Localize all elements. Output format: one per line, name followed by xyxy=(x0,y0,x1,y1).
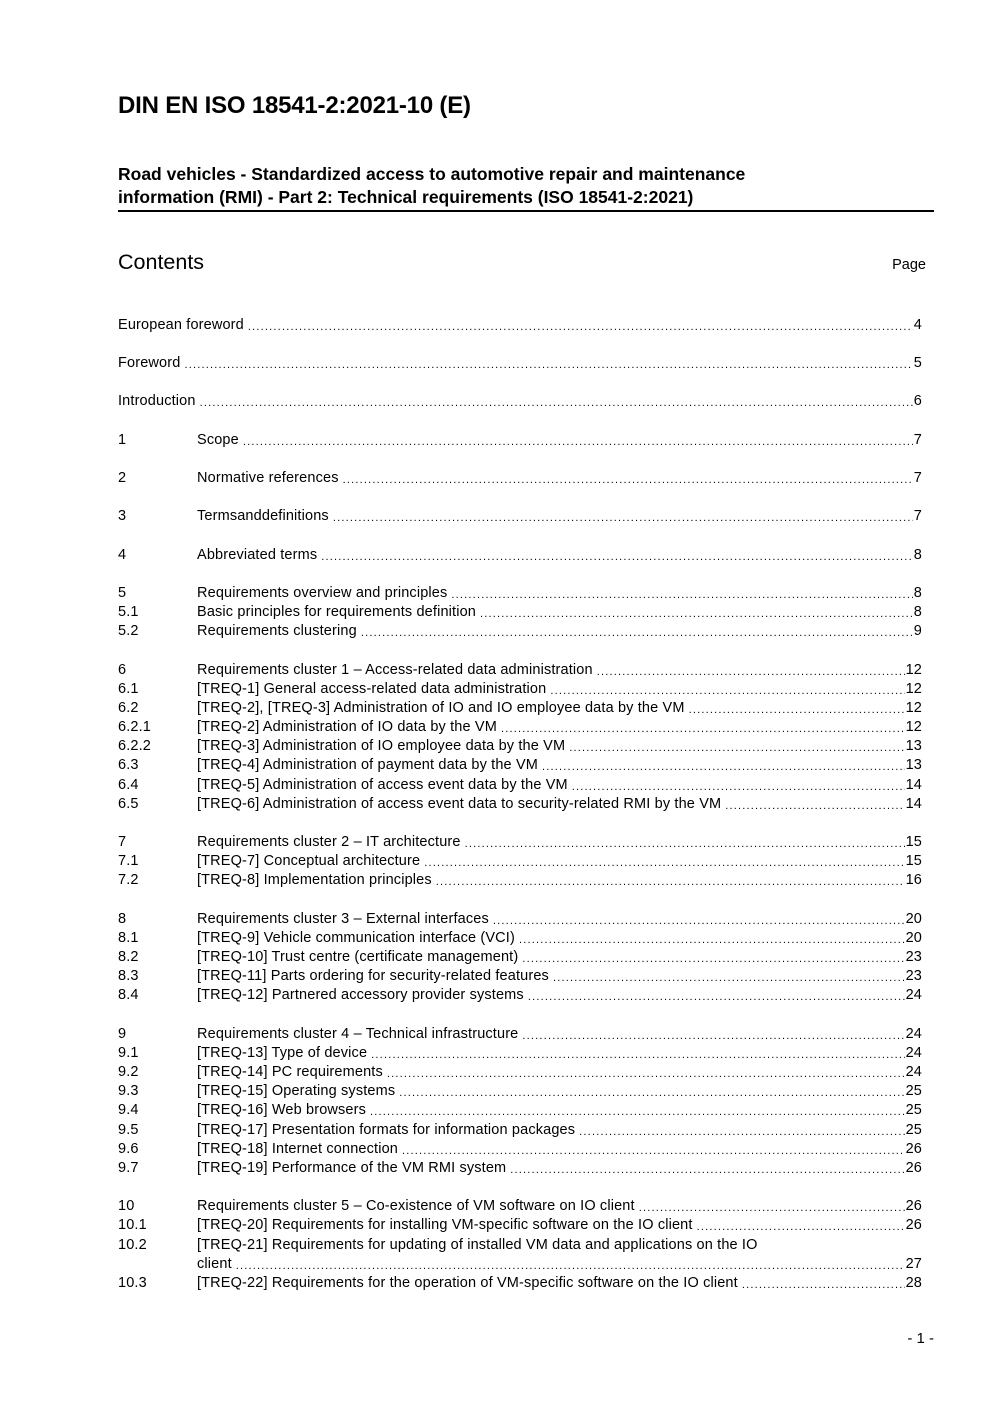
toc-entry-number: 4 xyxy=(118,547,127,563)
toc-dot-leader xyxy=(522,952,904,967)
toc-dot-leader xyxy=(361,626,913,641)
toc-entry-title: Scope xyxy=(197,432,239,448)
toc-entry-number: 9.1 xyxy=(118,1045,139,1061)
toc-entry-title: Requirements cluster 3 – External interfaces xyxy=(197,911,489,927)
toc-entry-page: 6 xyxy=(913,393,922,409)
toc-entry-line xyxy=(197,507,922,526)
contents-heading: Contents xyxy=(118,250,205,274)
toc-entry-line xyxy=(197,1025,922,1044)
toc-entry xyxy=(118,469,922,488)
toc-entry-title: Requirements cluster 4 – Technical infrastructure xyxy=(197,1026,519,1042)
toc-entry-page: 23 xyxy=(905,968,922,984)
toc-entry-line xyxy=(197,1063,922,1082)
toc-entry xyxy=(118,1101,922,1120)
toc-dot-leader xyxy=(572,780,905,795)
toc-entry xyxy=(118,1082,922,1101)
toc-entry-page: 25 xyxy=(905,1083,922,1099)
toc-entry xyxy=(118,392,922,411)
toc-entry xyxy=(118,967,922,986)
toc-entry-line xyxy=(197,1255,922,1274)
toc-dot-leader xyxy=(184,358,912,373)
toc-entry-line xyxy=(197,910,922,929)
toc-dot-leader xyxy=(697,1220,905,1235)
toc-entry-line xyxy=(197,1216,922,1235)
toc-entry-page: 20 xyxy=(905,911,922,927)
toc-entry-number: 9.3 xyxy=(118,1083,139,1099)
toc-entry-line xyxy=(197,795,922,814)
toc-entry-number: 5 xyxy=(118,585,127,601)
toc-entry-page: 24 xyxy=(905,1026,922,1042)
toc-entry-line xyxy=(197,1159,922,1178)
toc-dot-leader xyxy=(370,1105,905,1120)
toc-entry xyxy=(118,948,922,967)
toc-entry-number: 7.1 xyxy=(118,853,139,869)
toc-dot-leader xyxy=(480,607,913,622)
toc-dot-leader xyxy=(501,722,905,737)
toc-dot-leader xyxy=(424,856,904,871)
toc-entry xyxy=(118,699,922,718)
toc-entry xyxy=(118,1159,922,1178)
toc-entry xyxy=(118,1197,922,1216)
toc-entry-page: 12 xyxy=(905,681,922,697)
toc-entry-title: Requirements cluster 5 – Co-existence of VM software on IO client xyxy=(197,1198,635,1214)
toc-entry-number: 8.1 xyxy=(118,930,139,946)
toc-entry-page: 26 xyxy=(905,1141,922,1157)
toc-entry-page: 7 xyxy=(913,470,922,486)
toc-entry-line xyxy=(197,871,922,890)
toc-entry xyxy=(118,431,922,450)
toc-entry xyxy=(118,718,922,737)
toc-dot-leader xyxy=(321,550,913,565)
toc-entry-page: 27 xyxy=(905,1256,922,1272)
toc-entry-title: [TREQ-10] Trust centre (certificate management) xyxy=(197,949,519,965)
toc-dot-leader xyxy=(493,914,905,929)
toc-entry-number: 1 xyxy=(118,432,127,448)
toc-entry-title: [TREQ-9] Vehicle communication interface (VCI) xyxy=(197,930,515,946)
toc-entry-title: [TREQ-18] Internet connection xyxy=(197,1141,399,1157)
toc-entry xyxy=(118,1236,922,1276)
toc-entry-number: 6.5 xyxy=(118,796,139,812)
toc-dot-leader xyxy=(333,511,913,526)
toc-entry-page: 14 xyxy=(905,777,922,793)
toc-dot-leader xyxy=(689,703,905,718)
toc-entry-page: 24 xyxy=(905,1045,922,1061)
toc-entry-title: [TREQ-14] PC requirements xyxy=(197,1064,383,1080)
toc-entry-line xyxy=(197,948,922,967)
toc-entry-title: [TREQ-2], [TREQ-3] Administration of IO and IO employee data by the VM xyxy=(197,700,685,716)
toc-entry xyxy=(118,756,922,775)
toc-entry-title: [TREQ-3] Administration of IO employee data by the VM xyxy=(197,738,566,754)
toc-entry-line xyxy=(118,354,922,373)
toc-entry-title: Foreword xyxy=(118,355,181,371)
subtitle-line-2: information (RMI) - Part 2: Technical requirements (ISO 18541-2:2021) xyxy=(118,187,694,207)
toc-dot-leader xyxy=(371,1048,904,1063)
toc-entry-title: [TREQ-13] Type of device xyxy=(197,1045,368,1061)
toc-entry xyxy=(118,852,922,871)
toc-entry-number: 9.6 xyxy=(118,1141,139,1157)
document-title: DIN EN ISO 18541-2:2021-10 (E) xyxy=(118,92,471,119)
toc-entry-number: 7 xyxy=(118,834,127,850)
toc-entry-title: [TREQ-12] Partnered accessory provider systems xyxy=(197,987,524,1003)
toc-dot-leader xyxy=(510,1163,904,1178)
toc-entry xyxy=(118,603,922,622)
toc-dot-leader xyxy=(200,396,913,411)
toc-entry-title: [TREQ-16] Web browsers xyxy=(197,1102,367,1118)
toc-entry xyxy=(118,795,922,814)
toc-entry-title: [TREQ-4] Administration of payment data by the VM xyxy=(197,757,538,773)
toc-entry-number: 8.3 xyxy=(118,968,139,984)
toc-entry-title: [TREQ-7] Conceptual architecture xyxy=(197,853,421,869)
toc-entry xyxy=(118,622,922,641)
toc-entry xyxy=(118,1063,922,1082)
toc-entry-line xyxy=(197,756,922,775)
toc-entry-page: 4 xyxy=(913,317,922,333)
toc-entry-number: 6.3 xyxy=(118,757,139,773)
toc-entry-number: 6.2.2 xyxy=(118,738,151,754)
toc-entry xyxy=(118,680,922,699)
toc-entry-line xyxy=(118,316,922,335)
toc-entry-line xyxy=(197,833,922,852)
toc-entry xyxy=(118,929,922,948)
toc-entry-page: 5 xyxy=(913,355,922,371)
toc-entry-page: 12 xyxy=(905,662,922,678)
toc-entry-title: [TREQ-8] Implementation principles xyxy=(197,872,432,888)
toc-entry-line xyxy=(197,661,922,680)
toc-entry-page: 25 xyxy=(905,1102,922,1118)
toc-entry-number: 9.7 xyxy=(118,1160,139,1176)
toc-entry-line xyxy=(197,1197,922,1216)
toc-entry-title: European foreword xyxy=(118,317,244,333)
toc-dot-leader xyxy=(343,473,913,488)
toc-entry-page: 25 xyxy=(905,1122,922,1138)
subtitle-line-1: Road vehicles - Standardized access to automotive repair and maintenance xyxy=(118,164,746,184)
toc-entry xyxy=(118,1121,922,1140)
toc-entry-page: 13 xyxy=(905,757,922,773)
toc-entry-number: 8 xyxy=(118,911,127,927)
toc-entry-number: 6.2 xyxy=(118,700,139,716)
toc-entry-page: 8 xyxy=(913,604,922,620)
toc-entry-line xyxy=(197,1274,922,1293)
toc-dot-leader xyxy=(519,933,905,948)
toc-entry xyxy=(118,1274,922,1293)
toc-entry-page: 23 xyxy=(905,949,922,965)
toc-entry-title: [TREQ-22] Requirements for the operation of VM-specific software on the IO client xyxy=(197,1275,738,1291)
toc-entry-title: Normative references xyxy=(197,470,339,486)
toc-entry-number: 10 xyxy=(118,1198,135,1214)
toc-entry-page: 14 xyxy=(905,796,922,812)
toc-entry-number: 10.2 xyxy=(118,1237,147,1253)
toc-entry xyxy=(118,737,922,756)
toc-entry xyxy=(118,871,922,890)
toc-entry-page: 12 xyxy=(905,700,922,716)
toc-entry-number: 5.1 xyxy=(118,604,139,620)
toc-entry-title-line-1: [TREQ-21] Requirements for updating of installed VM data and applications on the IO xyxy=(197,1237,758,1253)
toc-entry-line xyxy=(197,1101,922,1120)
toc-entry-line xyxy=(197,737,922,756)
toc-entry-number: 2 xyxy=(118,470,127,486)
toc-dot-leader xyxy=(248,320,913,335)
toc-dot-leader xyxy=(465,837,905,852)
toc-entry-title: Requirements cluster 2 – IT architecture xyxy=(197,834,461,850)
toc-entry-title: [TREQ-1] General access-related data administration xyxy=(197,681,547,697)
toc-dot-leader xyxy=(236,1259,905,1274)
toc-entry-title: [TREQ-15] Operating systems xyxy=(197,1083,396,1099)
toc-entry xyxy=(118,1140,922,1159)
toc-dot-leader xyxy=(387,1067,905,1082)
toc-entry-title: Termsanddefinitions xyxy=(197,508,329,524)
toc-entry-title: Requirements clustering xyxy=(197,623,357,639)
toc-dot-leader xyxy=(742,1278,905,1293)
toc-entry-page: 24 xyxy=(905,987,922,1003)
toc-entry-number: 6.1 xyxy=(118,681,139,697)
toc-dot-leader xyxy=(436,875,905,890)
toc-entry-line xyxy=(197,852,922,871)
toc-entry-number: 6.4 xyxy=(118,777,139,793)
toc-entry-number: 8.2 xyxy=(118,949,139,965)
toc-entry-line xyxy=(197,469,922,488)
toc-entry-number: 7.2 xyxy=(118,872,139,888)
toc-dot-leader xyxy=(243,435,913,450)
toc-entry-line xyxy=(197,680,922,699)
toc-entry-number: 9 xyxy=(118,1026,127,1042)
toc-entry-number: 6.2.1 xyxy=(118,719,151,735)
toc-entry-title: Requirements cluster 1 – Access-related data administration xyxy=(197,662,593,678)
toc-entry-page: 16 xyxy=(905,872,922,888)
toc-dot-leader xyxy=(550,684,904,699)
toc-entry-page: 26 xyxy=(905,1160,922,1176)
toc-entry-page: 13 xyxy=(905,738,922,754)
toc-entry xyxy=(118,986,922,1005)
toc-entry xyxy=(118,1044,922,1063)
toc-dot-leader xyxy=(542,760,905,775)
toc-dot-leader xyxy=(597,665,905,680)
toc-entry-page: 26 xyxy=(905,1217,922,1233)
toc-entry-line xyxy=(197,1044,922,1063)
toc-entry xyxy=(118,584,922,603)
toc-entry-title: Introduction xyxy=(118,393,196,409)
toc-dot-leader xyxy=(451,588,912,603)
toc-entry-page: 7 xyxy=(913,432,922,448)
toc-entry-number: 8.4 xyxy=(118,987,139,1003)
toc-entry-line xyxy=(197,776,922,795)
toc-entry-title: [TREQ-5] Administration of access event data by the VM xyxy=(197,777,568,793)
toc-entry-title: [TREQ-19] Performance of the VM RMI system xyxy=(197,1160,507,1176)
toc-entry-number: 9.5 xyxy=(118,1122,139,1138)
page-column-heading: Page xyxy=(892,257,926,273)
toc-entry-line xyxy=(197,1082,922,1101)
toc-dot-leader xyxy=(399,1086,904,1101)
toc-dot-leader xyxy=(528,990,905,1005)
toc-entry-title: [TREQ-6] Administration of access event data to security-related RMI by the VM xyxy=(197,796,722,812)
toc-entry-title: Requirements overview and principles xyxy=(197,585,448,601)
toc-entry-title: [TREQ-11] Parts ordering for security-related features xyxy=(197,968,549,984)
toc-dot-leader xyxy=(725,799,904,814)
toc-entry-title: [TREQ-20] Requirements for installing VM-specific software on the IO client xyxy=(197,1217,693,1233)
toc-entry-page: 12 xyxy=(905,719,922,735)
toc-entry xyxy=(118,833,922,852)
footer-page-number: - 1 - xyxy=(907,1330,934,1347)
document-subtitle xyxy=(118,163,934,212)
toc-entry-page: 8 xyxy=(913,547,922,563)
toc-entry-line xyxy=(197,699,922,718)
toc-entry-number: 9.2 xyxy=(118,1064,139,1080)
toc-entry xyxy=(118,354,922,373)
toc-entry xyxy=(118,661,922,680)
toc-entry-line xyxy=(197,718,922,737)
toc-entry-number: 10.3 xyxy=(118,1275,147,1291)
toc-dot-leader xyxy=(402,1144,905,1159)
toc-entry-number: 9.4 xyxy=(118,1102,139,1118)
toc-entry-line xyxy=(197,622,922,641)
toc-entry-number: 3 xyxy=(118,508,127,524)
toc-entry xyxy=(118,1216,922,1235)
toc-entry-page: 9 xyxy=(913,623,922,639)
toc-entry-line xyxy=(197,431,922,450)
toc-entry-title: Abbreviated terms xyxy=(197,547,318,563)
toc-entry-page: 15 xyxy=(905,853,922,869)
toc-entry-line xyxy=(118,392,922,411)
toc-entry-line xyxy=(197,546,922,565)
toc-entry-title: [TREQ-2] Administration of IO data by the VM xyxy=(197,719,497,735)
toc-entry-page: 26 xyxy=(905,1198,922,1214)
toc-entry-line xyxy=(197,967,922,986)
toc-entry-page: 24 xyxy=(905,1064,922,1080)
toc-entry-page: 28 xyxy=(905,1275,922,1291)
toc-entry-line xyxy=(197,584,922,603)
toc-entry-number: 10.1 xyxy=(118,1217,147,1233)
toc-entry-line xyxy=(197,1121,922,1140)
toc-entry-title: Basic principles for requirements definition xyxy=(197,604,477,620)
toc-entry-line xyxy=(197,986,922,1005)
toc-entry-number: 6 xyxy=(118,662,127,678)
toc-entry-line xyxy=(197,603,922,622)
toc-dot-leader xyxy=(553,971,905,986)
toc-dot-leader xyxy=(569,741,904,756)
toc-entry-title: [TREQ-17] Presentation formats for information packages xyxy=(197,1122,576,1138)
toc-entry xyxy=(118,316,922,335)
toc-entry-page: 8 xyxy=(913,585,922,601)
toc-entry-title: client xyxy=(197,1256,232,1272)
toc-dot-leader xyxy=(522,1029,904,1044)
toc-entry-number: 5.2 xyxy=(118,623,139,639)
toc-entry xyxy=(118,910,922,929)
toc-entry xyxy=(118,546,922,565)
toc-dot-leader xyxy=(639,1201,905,1216)
toc-entry-page: 7 xyxy=(913,508,922,524)
toc-entry-page: 20 xyxy=(905,930,922,946)
toc-entry xyxy=(118,507,922,526)
toc-entry-page: 15 xyxy=(905,834,922,850)
toc-entry xyxy=(118,776,922,795)
toc-entry-line xyxy=(197,929,922,948)
toc-dot-leader xyxy=(579,1125,904,1140)
toc-entry xyxy=(118,1025,922,1044)
toc-entry-line xyxy=(197,1140,922,1159)
